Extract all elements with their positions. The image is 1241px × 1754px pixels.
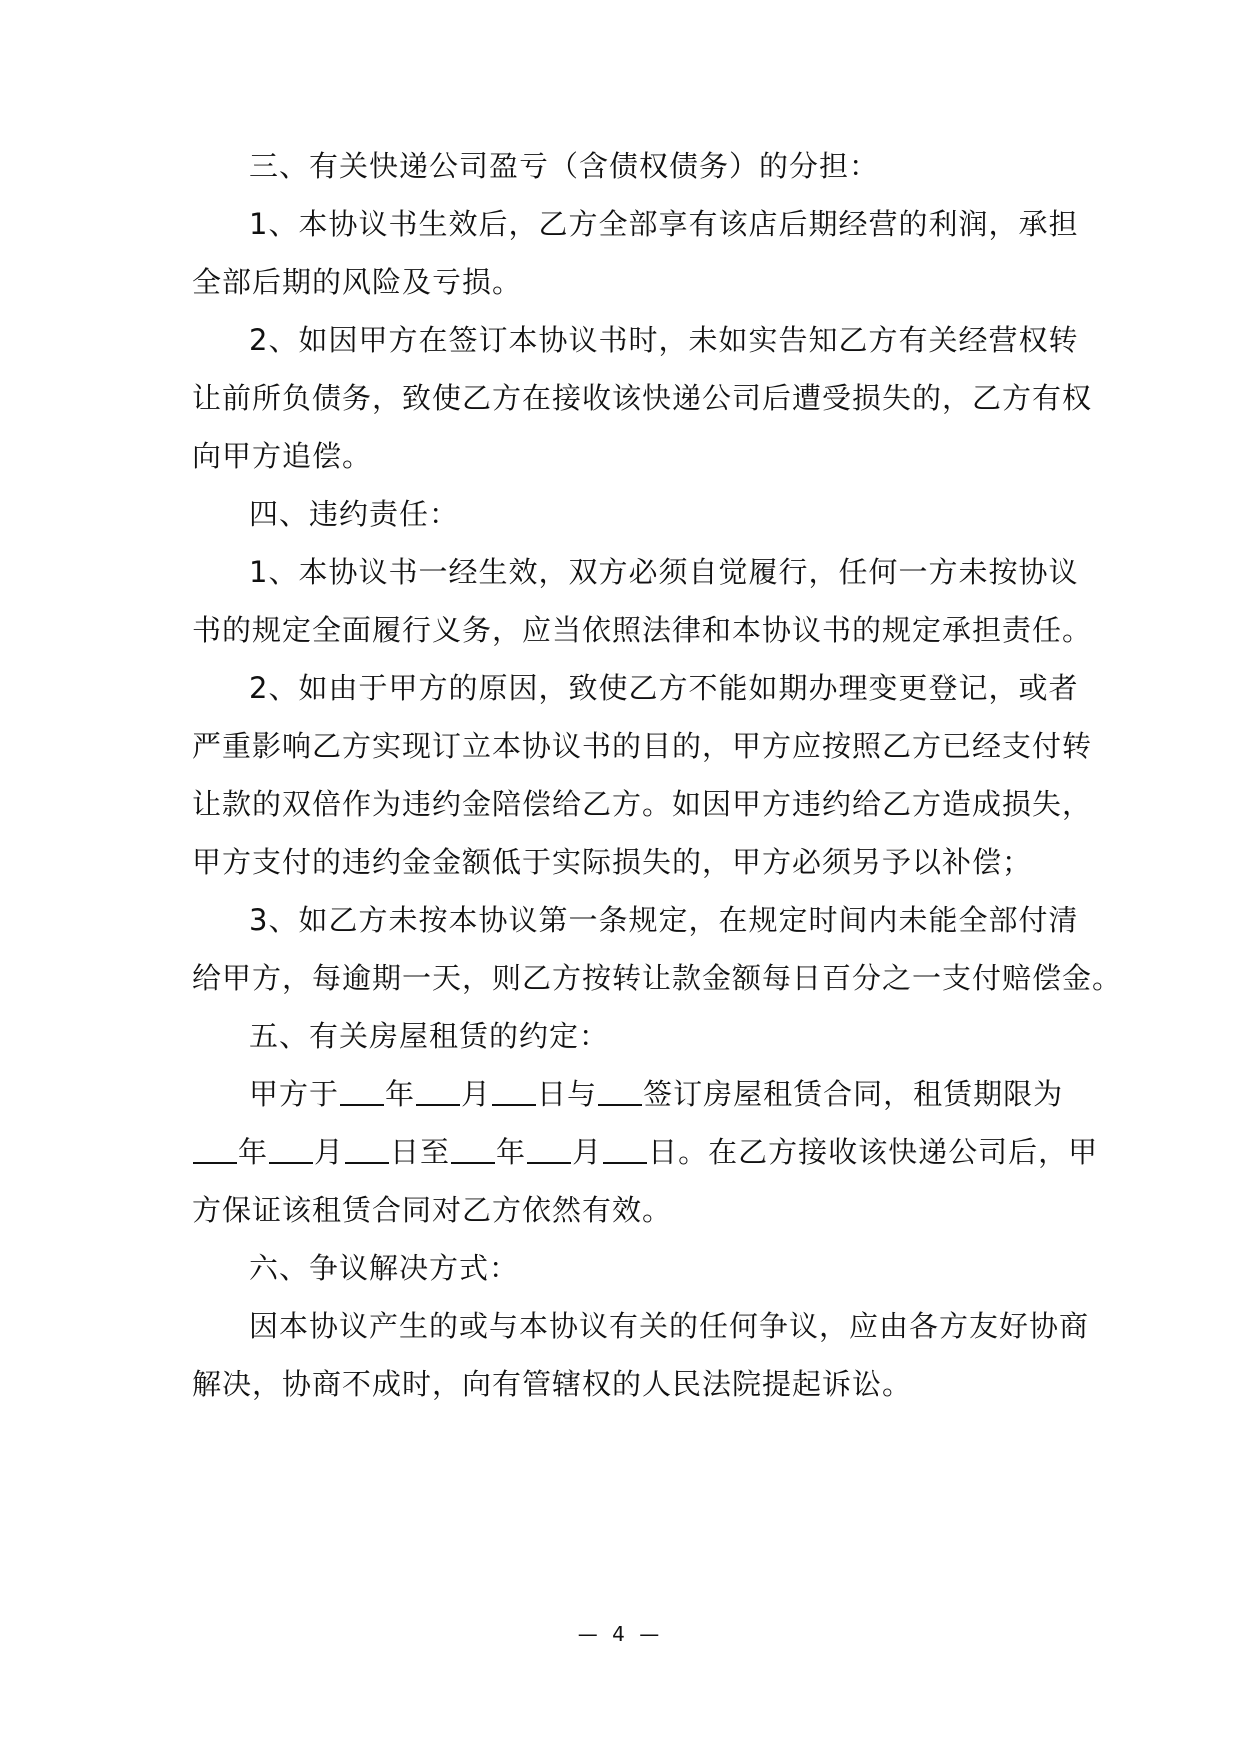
blank-field [269,1134,313,1164]
paragraph-line: 严重影响乙方实现订立本协议书的目的，甲方应按照乙方已经支付转 [192,729,1093,763]
blank-field [416,1076,460,1106]
paragraph-line: 全部后期的风险及亏损。 [192,265,523,299]
text-run: 年 [385,1077,416,1111]
section-3-heading: 三、有关快递公司盈亏（含债权债务）的分担： [249,149,880,183]
paragraph-line: 让款的双倍作为违约金陪偿给乙方。如因甲方违约给乙方造成损失， [192,787,1093,821]
text-run: 日至 [390,1135,451,1169]
blank-field [598,1076,642,1106]
rental-line-2 [192,1132,1099,1172]
text-run: 月 [572,1135,603,1169]
page-number: — 4 — [577,1622,664,1646]
text-run: 年 [496,1135,527,1169]
rental-line-1 [249,1074,1064,1114]
paragraph-line: 甲方支付的违约金金额低于实际损失的，甲方必须另予以补偿； [192,845,1033,879]
section-5-heading: 五、有关房屋租赁的约定： [249,1019,610,1053]
paragraph-line: 方保证该租赁合同对乙方依然有效。 [192,1193,673,1227]
paragraph-line: 2、如因甲方在签订本协议书时，未如实告知乙方有关经营权转 [249,323,1079,357]
text-run: 签订房屋租赁合同，租赁期限为 [643,1077,1064,1111]
blank-field [193,1134,237,1164]
blank-field [451,1134,495,1164]
section-4-heading: 四、违约责任： [249,497,460,531]
section-6-heading: 六、争议解决方式： [249,1251,520,1285]
text-run: 甲方于 [249,1077,340,1111]
paragraph-line: 3、如乙方未按本协议第一条规定，在规定时间内未能全部付清 [249,903,1079,937]
blank-field [527,1134,571,1164]
blank-field [603,1134,647,1164]
text-run: 月 [314,1135,345,1169]
paragraph-line: 1、本协议书一经生效，双方必须自觉履行，任何一方未按协议 [249,555,1079,589]
text-run: 日与 [537,1077,598,1111]
text-run: 年 [238,1135,269,1169]
paragraph-line: 书的规定全面履行义务，应当依照法律和本协议书的规定承担责任。 [192,613,1093,647]
blank-field [345,1134,389,1164]
text-run: 日。在乙方接收该快递公司后，甲 [648,1135,1099,1169]
paragraph-line: 向甲方追偿。 [192,439,373,473]
blank-field [340,1076,384,1106]
paragraph-line: 给甲方，每逾期一天，则乙方按转让款金额每日百分之一支付赔偿金。 [192,961,1123,995]
paragraph-line: 让前所负债务，致使乙方在接收该快递公司后遭受损失的，乙方有权 [192,381,1093,415]
paragraph-line: 1、本协议书生效后，乙方全部享有该店后期经营的利润，承担 [249,207,1079,241]
paragraph-line: 解决，协商不成时，向有管辖权的人民法院提起诉讼。 [192,1367,913,1401]
paragraph-line: 2、如由于甲方的原因，致使乙方不能如期办理变更登记，或者 [249,671,1079,705]
paragraph-line: 因本协议产生的或与本协议有关的任何争议，应由各方友好协商 [249,1309,1090,1343]
text-run: 月 [461,1077,492,1111]
blank-field [492,1076,536,1106]
